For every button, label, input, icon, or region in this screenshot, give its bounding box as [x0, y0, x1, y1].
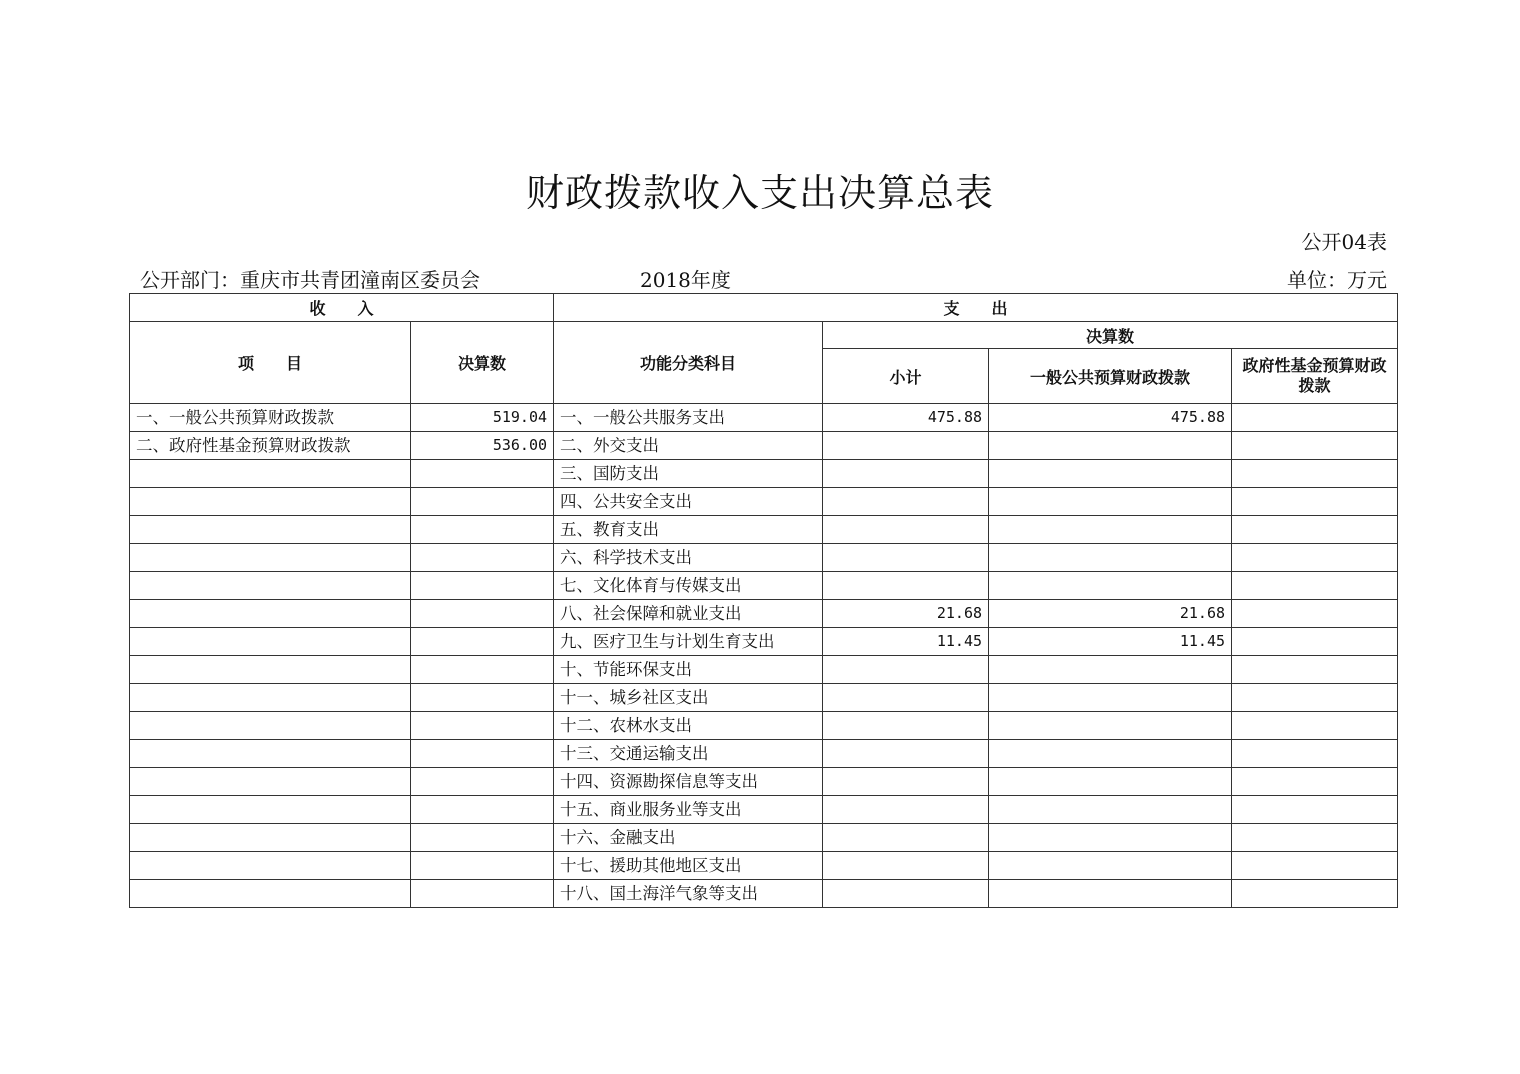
- general-budget-cell: [989, 712, 1232, 740]
- income-item-cell: [130, 460, 411, 488]
- general-budget-cell: [989, 656, 1232, 684]
- gov-fund-cell: [1232, 628, 1398, 656]
- expense-item-cell: 四、公共安全支出: [554, 488, 823, 516]
- income-amount-cell: 519.04: [411, 404, 554, 432]
- table-row: [130, 880, 1398, 908]
- income-item-cell: 二、政府性基金预算财政拨款: [130, 432, 411, 460]
- table-row: [130, 516, 1398, 544]
- department-label: 公开部门：重庆市共青团潼南区委员会: [140, 268, 480, 292]
- income-amount-cell: [411, 488, 554, 516]
- income-amount-cell: [411, 768, 554, 796]
- table-row: [130, 824, 1398, 852]
- table-row: [130, 656, 1398, 684]
- subtotal-cell: [823, 796, 989, 824]
- income-amount-cell: [411, 824, 554, 852]
- general-budget-cell: [989, 516, 1232, 544]
- subtotal-cell: [823, 656, 989, 684]
- general-budget-header: 一般公共预算财政拨款: [989, 349, 1232, 404]
- income-item-cell: [130, 572, 411, 600]
- expense-section-header: 支 出: [554, 294, 1398, 322]
- unit-label: 单位：万元: [1287, 268, 1387, 292]
- form-code: 公开04表: [1301, 230, 1387, 254]
- subtotal-cell: [823, 516, 989, 544]
- table-row: [130, 600, 1398, 628]
- subtotal-cell: [823, 460, 989, 488]
- income-item-cell: [130, 656, 411, 684]
- table-row: [130, 404, 1398, 432]
- income-amount-cell: [411, 880, 554, 908]
- function-class-header: 功能分类科目: [554, 322, 823, 404]
- subtotal-cell: [823, 684, 989, 712]
- income-item-cell: [130, 600, 411, 628]
- income-item-cell: [130, 712, 411, 740]
- expense-item-cell: 七、文化体育与传媒支出: [554, 572, 823, 600]
- general-budget-cell: [989, 488, 1232, 516]
- general-budget-cell: [989, 460, 1232, 488]
- expense-item-cell: 十二、农林水支出: [554, 712, 823, 740]
- table-row: [130, 572, 1398, 600]
- income-amount-cell: 536.00: [411, 432, 554, 460]
- expense-item-cell: 六、科学技术支出: [554, 544, 823, 572]
- income-amount-cell: [411, 684, 554, 712]
- income-item-cell: [130, 544, 411, 572]
- general-budget-cell: [989, 824, 1232, 852]
- meta-row: [140, 264, 1387, 292]
- expense-item-cell: 十八、国土海洋气象等支出: [554, 880, 823, 908]
- expense-item-cell: 九、医疗卫生与计划生育支出: [554, 628, 823, 656]
- subtotal-cell: [823, 880, 989, 908]
- subtotal-cell: [823, 712, 989, 740]
- table-row: [130, 488, 1398, 516]
- subtotal-cell: [823, 768, 989, 796]
- expense-item-cell: 三、国防支出: [554, 460, 823, 488]
- income-amount-cell: [411, 600, 554, 628]
- subtotal-cell: [823, 488, 989, 516]
- page-title: 财政拨款收入支出决算总表: [525, 171, 994, 215]
- gov-fund-cell: [1232, 516, 1398, 544]
- gov-fund-header: 政府性基金预算财政拨款: [1232, 349, 1398, 404]
- general-budget-cell: 21.68: [989, 600, 1232, 628]
- expense-item-cell: 十、节能环保支出: [554, 656, 823, 684]
- income-item-cell: [130, 768, 411, 796]
- gov-fund-cell: [1232, 880, 1398, 908]
- income-amount-cell: [411, 712, 554, 740]
- gov-fund-cell: [1232, 544, 1398, 572]
- income-item-cell: [130, 628, 411, 656]
- income-amount-cell: [411, 544, 554, 572]
- income-item-cell: [130, 488, 411, 516]
- income-amount-cell: [411, 572, 554, 600]
- summary-table: [129, 293, 1398, 908]
- general-budget-cell: [989, 572, 1232, 600]
- subtotal-cell: [823, 572, 989, 600]
- income-item-cell: [130, 852, 411, 880]
- table-row: [130, 768, 1398, 796]
- gov-fund-cell: [1232, 712, 1398, 740]
- table-row: [130, 852, 1398, 880]
- income-item-cell: 一、一般公共预算财政拨款: [130, 404, 411, 432]
- gov-fund-cell: [1232, 824, 1398, 852]
- expense-item-cell: 一、一般公共服务支出: [554, 404, 823, 432]
- gov-fund-cell: [1232, 768, 1398, 796]
- expense-item-cell: 二、外交支出: [554, 432, 823, 460]
- general-budget-cell: [989, 432, 1232, 460]
- income-item-header: 项 目: [130, 322, 411, 404]
- expense-item-cell: 十一、城乡社区支出: [554, 684, 823, 712]
- general-budget-cell: [989, 852, 1232, 880]
- subtotal-cell: 11.45: [823, 628, 989, 656]
- gov-fund-cell: [1232, 404, 1398, 432]
- table-row: [130, 712, 1398, 740]
- general-budget-cell: 475.88: [989, 404, 1232, 432]
- general-budget-cell: [989, 880, 1232, 908]
- table-row: [130, 544, 1398, 572]
- table-body: [130, 404, 1398, 908]
- gov-fund-cell: [1232, 460, 1398, 488]
- income-amount-cell: [411, 516, 554, 544]
- gov-fund-cell: [1232, 432, 1398, 460]
- gov-fund-cell: [1232, 656, 1398, 684]
- income-amount-cell: [411, 852, 554, 880]
- general-budget-cell: [989, 684, 1232, 712]
- income-item-cell: [130, 796, 411, 824]
- gov-fund-cell: [1232, 796, 1398, 824]
- income-item-cell: [130, 740, 411, 768]
- expense-item-cell: 八、社会保障和就业支出: [554, 600, 823, 628]
- income-amount-cell: [411, 796, 554, 824]
- income-amount-cell: [411, 628, 554, 656]
- table-row: [130, 460, 1398, 488]
- subtotal-cell: [823, 544, 989, 572]
- table-row: [130, 628, 1398, 656]
- expense-item-cell: 十五、商业服务业等支出: [554, 796, 823, 824]
- subtotal-header: 小计: [823, 349, 989, 404]
- income-item-cell: [130, 516, 411, 544]
- expense-item-cell: 十六、金融支出: [554, 824, 823, 852]
- income-section-header: 收 入: [130, 294, 554, 322]
- gov-fund-cell: [1232, 600, 1398, 628]
- expense-item-cell: 十四、资源勘探信息等支出: [554, 768, 823, 796]
- table-row: [130, 684, 1398, 712]
- income-item-cell: [130, 684, 411, 712]
- income-item-cell: [130, 880, 411, 908]
- subtotal-cell: [823, 852, 989, 880]
- table-row: [130, 796, 1398, 824]
- gov-fund-cell: [1232, 852, 1398, 880]
- settlement-header: 决算数: [823, 322, 1398, 349]
- expense-item-cell: 十七、援助其他地区支出: [554, 852, 823, 880]
- subtotal-cell: 475.88: [823, 404, 989, 432]
- income-item-cell: [130, 824, 411, 852]
- general-budget-cell: [989, 544, 1232, 572]
- general-budget-cell: 11.45: [989, 628, 1232, 656]
- income-amount-cell: [411, 460, 554, 488]
- income-amount-header: 决算数: [411, 322, 554, 404]
- expense-item-cell: 五、教育支出: [554, 516, 823, 544]
- gov-fund-cell: [1232, 488, 1398, 516]
- subtotal-cell: [823, 740, 989, 768]
- general-budget-cell: [989, 768, 1232, 796]
- income-amount-cell: [411, 740, 554, 768]
- subtotal-cell: [823, 824, 989, 852]
- gov-fund-cell: [1232, 740, 1398, 768]
- fiscal-year-label: 2018年度: [640, 268, 731, 292]
- expense-item-cell: 十三、交通运输支出: [554, 740, 823, 768]
- general-budget-cell: [989, 796, 1232, 824]
- gov-fund-cell: [1232, 572, 1398, 600]
- income-amount-cell: [411, 656, 554, 684]
- table-row: [130, 740, 1398, 768]
- table-row: [130, 432, 1398, 460]
- gov-fund-cell: [1232, 684, 1398, 712]
- subtotal-cell: [823, 432, 989, 460]
- general-budget-cell: [989, 740, 1232, 768]
- subtotal-cell: 21.68: [823, 600, 989, 628]
